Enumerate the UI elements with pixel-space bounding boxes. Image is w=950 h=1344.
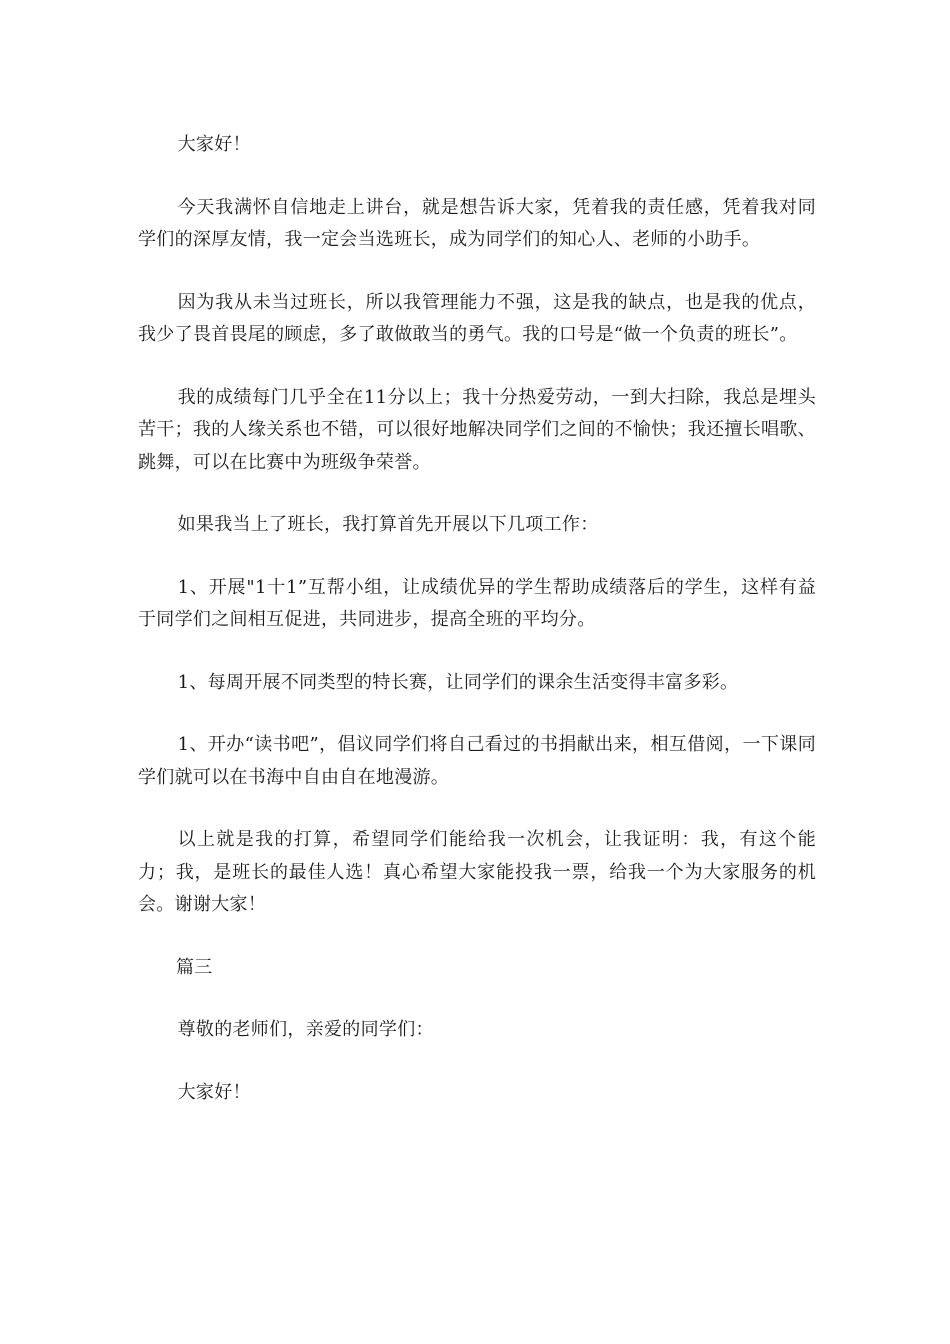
paragraph-plan-intro: 如果我当上了班长，我打算首先开展以下几项工作： xyxy=(177,514,599,535)
paragraph-intro: 今天我满怀自信地走上讲台，就是想告诉大家，凭着我的责任感，凭着我对同学们的深厚友情，我一定会当选班长，成为同学们的知心人、老师的小助手。 xyxy=(138,196,816,250)
paragraph-greeting: 大家好！ xyxy=(177,134,251,155)
paragraph-plan-item-1: 1、开展"1十1”互帮小组，让成绩优异的学生帮助成绩落后的学生，这样有益于同学们之间相互促进，共同进步，提高全班的平均分。 xyxy=(138,576,816,630)
paragraph-hello: 大家好！ xyxy=(177,1081,251,1103)
paragraph-plan-item-2: 1、每周开展不同类型的特长赛，让同学们的课余生活变得丰富多彩。 xyxy=(177,671,739,693)
document-page xyxy=(138,129,816,1109)
paragraph-grades: 我的成绩每门几乎全在11分以上；我十分热爱劳动，一到大扫除，我总是埋头苦干；我的人缘关系也不错，可以很好地解决同学们之间的不愉快；我还擅长唱歌、跳舞，可以在比赛中为班级争荣誉。 xyxy=(138,386,816,473)
salutation: 尊敬的老师们，亲爱的同学们： xyxy=(177,1019,434,1040)
section-title: 篇三 xyxy=(176,956,213,978)
paragraph-plan-item-3: 1、开办“读书吧”，倡议同学们将自己看过的书捐献出来，相互借阅，一下课同学们就可以在书海中自由自在地漫游。 xyxy=(138,734,816,788)
paragraph-strengths: 因为我从未当过班长，所以我管理能力不强，这是我的缺点，也是我的优点，我少了畏首畏尾的顾虑，多了敢做敢当的勇气。我的口号是“做一个负责的班长”。 xyxy=(138,291,816,345)
paragraph-conclusion: 以上就是我的打算，希望同学们能给我一次机会，让我证明：我，有这个能力；我，是班长的最佳人选！真心希望大家能投我一票，给我一个为大家服务的机会。谢谢大家！ xyxy=(138,829,816,915)
